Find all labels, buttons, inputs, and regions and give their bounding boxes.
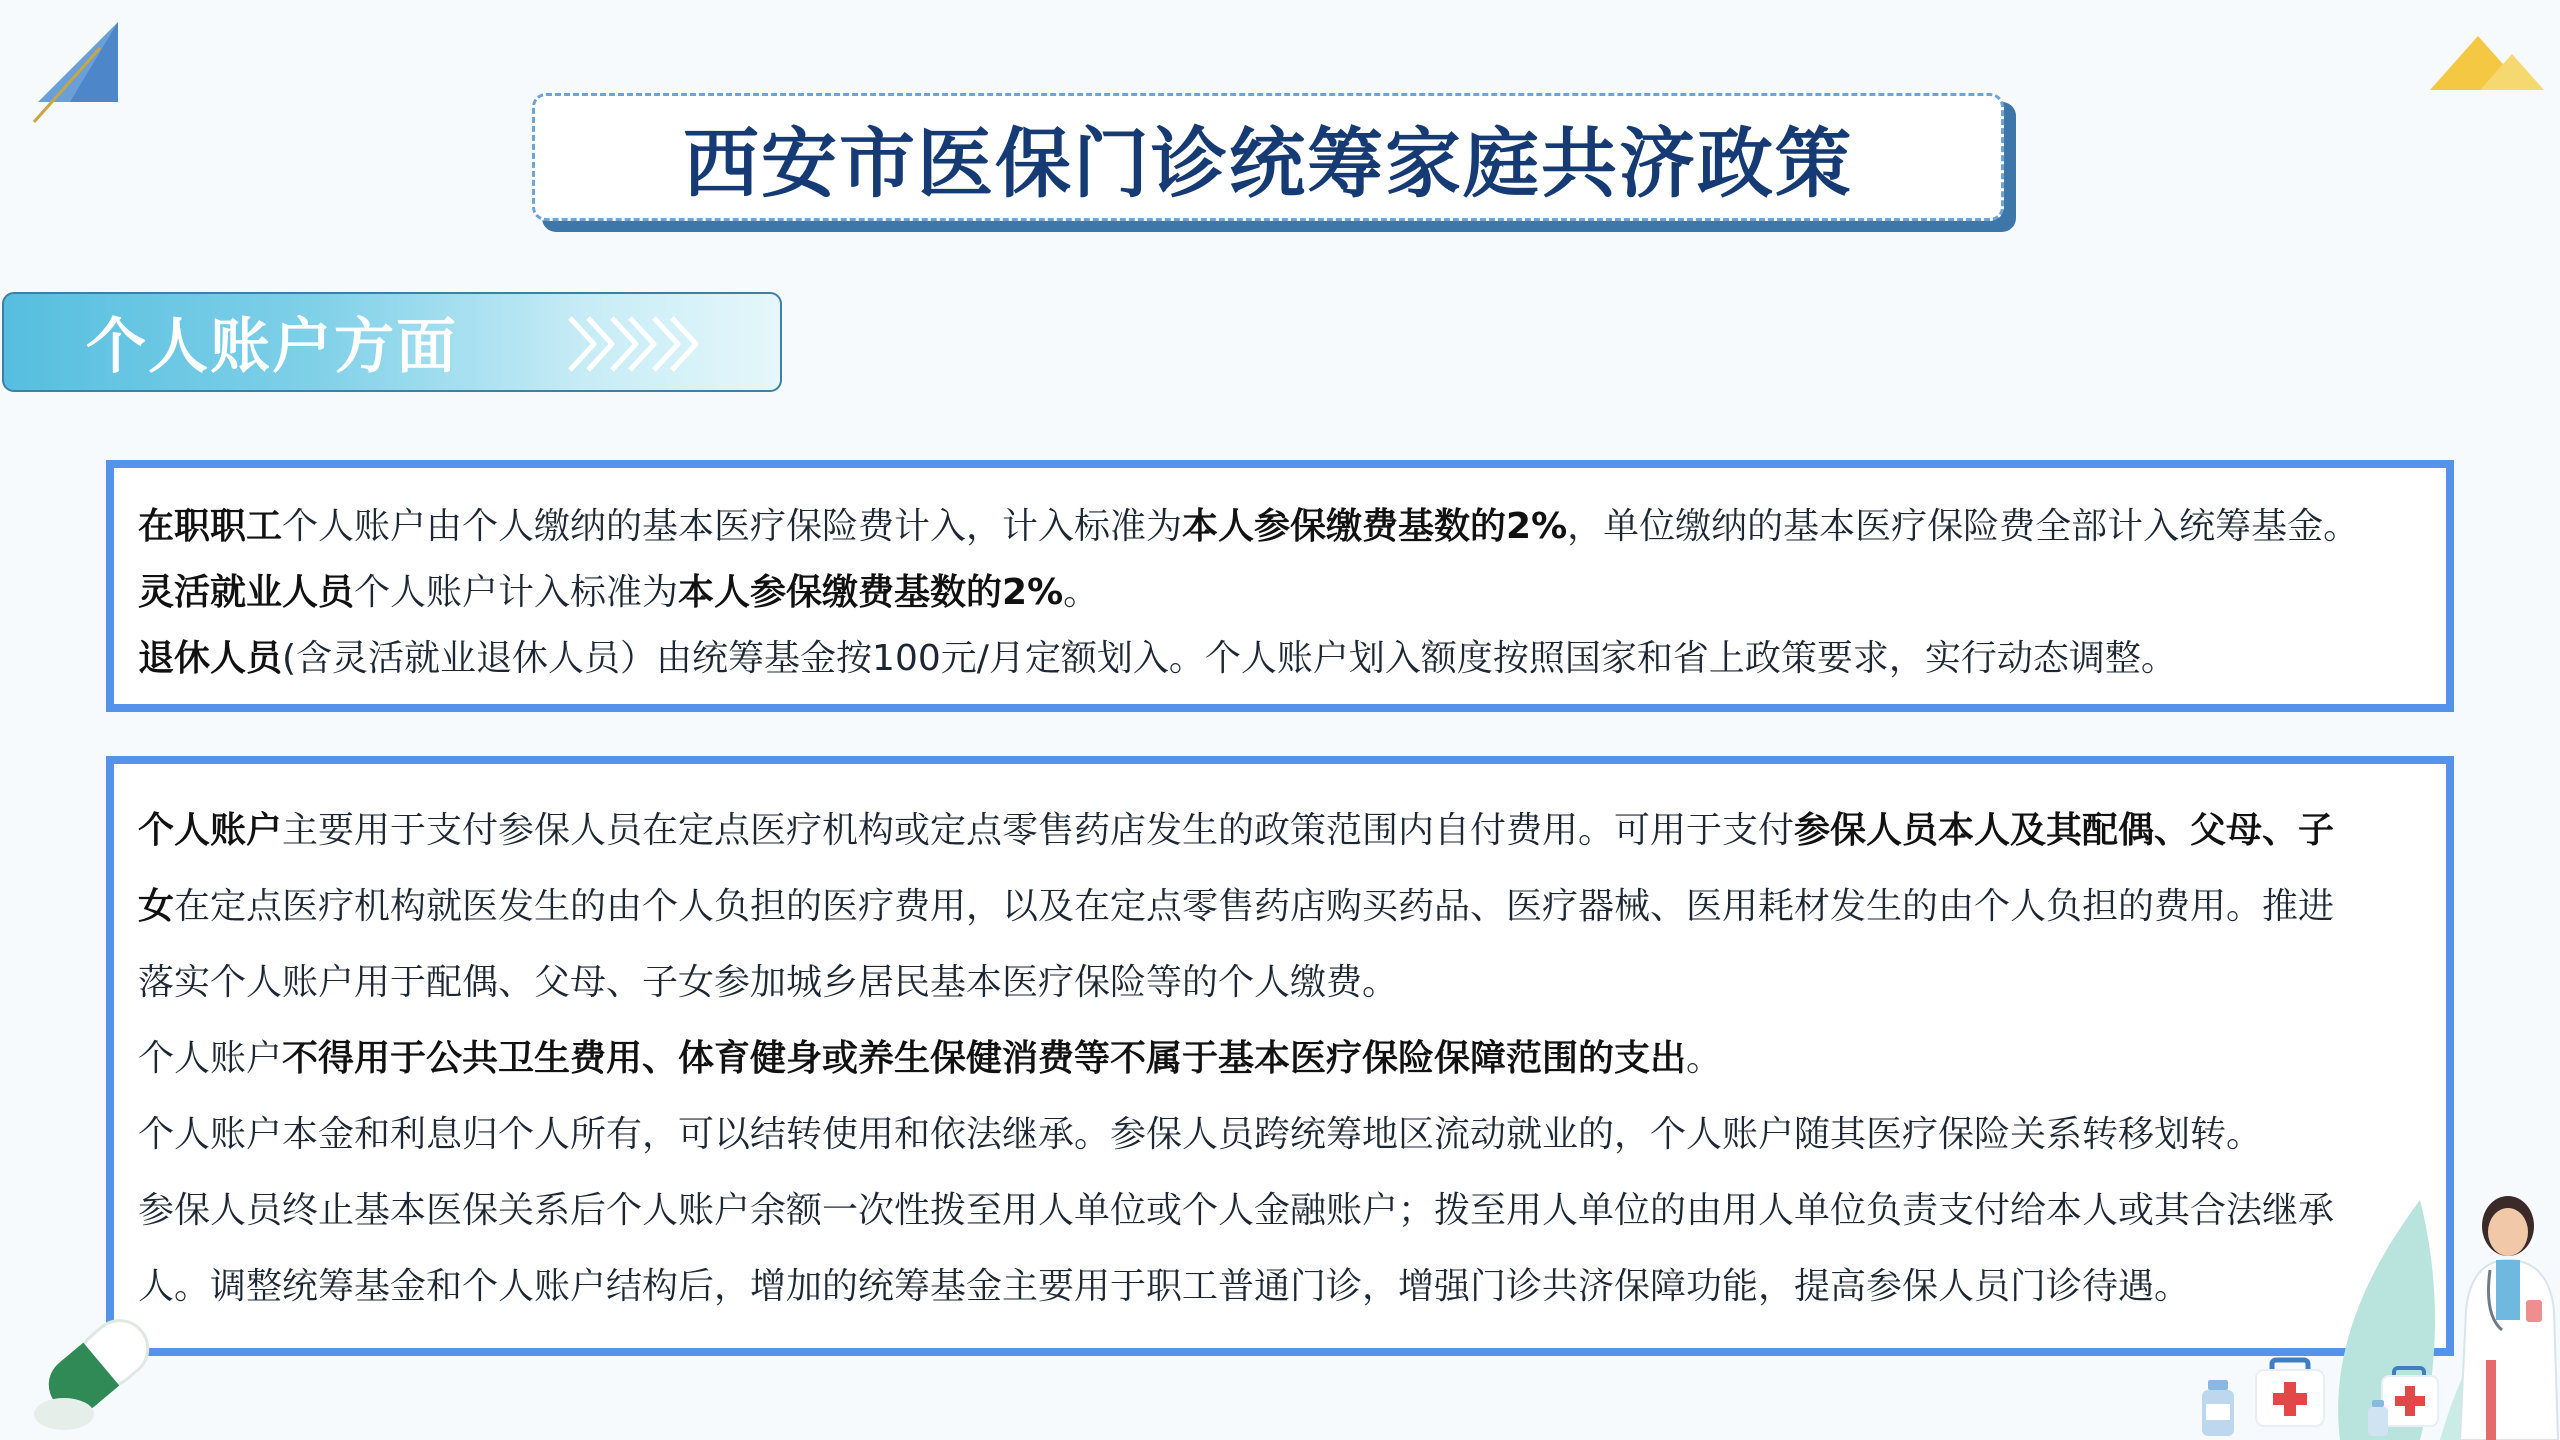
account-credit-box (106, 460, 2454, 712)
paragraph-retirees (138, 630, 2177, 681)
paragraph-flexible (138, 564, 1099, 615)
pill-capsule-icon (24, 1296, 174, 1436)
account-usage-box (106, 756, 2454, 1356)
paragraph-employees (138, 498, 2359, 549)
bold-text: 灵活就业人员 (138, 572, 355, 613)
text: 。 (1063, 572, 1100, 613)
bold-text: 本人参保缴费基数的2% (1182, 506, 1568, 547)
bold-text: 本人参保缴费基数的2% (678, 572, 1064, 613)
paragraph-line (138, 878, 2334, 929)
medicine-bottle-icon (2364, 1398, 2392, 1438)
corner-triangle-icon (30, 18, 130, 128)
section-title: 个人账户方面 (86, 312, 458, 382)
bold-text: 参保人员本人及其配偶、父母、子 (1794, 810, 2335, 851)
chevron-arrows-icon (564, 312, 704, 376)
text: 个人账户由个人缴纳的基本医疗保险费计入，计入标准为 (282, 506, 1183, 547)
bold-text: 不得用于公共卫生费用、体育健身或养生保健消费等不属于基本医疗保险保障范围的支出 (282, 1038, 1687, 1079)
title-box (532, 93, 2004, 221)
text: 。 (1686, 1038, 1723, 1079)
mountain-icon (2420, 28, 2550, 98)
bold-text: 女 (138, 886, 175, 927)
paragraph-line (138, 1030, 1722, 1081)
text: 在定点医疗机构就医发生的由个人负担的医疗费用，以及在定点零售药店购买药品、医疗器械、医用耗材发生的由个人负担的费用。推进 (174, 886, 2335, 927)
paragraph-line (138, 1258, 2190, 1309)
text: 落实个人账户用于配偶、父母、子女参加城乡居民基本医疗保险等的个人缴费。 (138, 962, 1399, 1003)
text: (含灵活就业退休人员）由统筹基金按100元/月定额划入。个人账户划入额度按照国家和省上政策要求，实行动态调整。 (282, 638, 2177, 679)
medical-kit-icon (2250, 1352, 2330, 1432)
paragraph-line (138, 1182, 2334, 1233)
text: ，单位缴纳的基本医疗保险费全部计入统筹基金。 (1567, 506, 2360, 547)
page-title: 西安市医保门诊统筹家庭共济政策 (683, 118, 1853, 208)
bold-text: 个人账户 (138, 810, 283, 851)
section-header (2, 292, 782, 392)
medicine-bottle-icon (2196, 1378, 2240, 1438)
text: 个人账户 (138, 1038, 283, 1079)
text: 个人账户计入标准为 (354, 572, 679, 613)
paragraph-line (138, 954, 1398, 1005)
paragraph-line (138, 802, 2334, 853)
bold-text: 在职职工 (138, 506, 283, 547)
paragraph-line (138, 1106, 2262, 1157)
text: 主要用于支付参保人员在定点医疗机构或定点零售药店发生的政策范围内自付费用。可用于支付 (282, 810, 1795, 851)
text: 参保人员终止基本医保关系后个人账户余额一次性拨至用人单位或个人金融账户；拨至用人单位的由用人单位负责支付给本人或其合法继承 (138, 1190, 2335, 1231)
bold-text: 退休人员 (138, 638, 283, 679)
text: 人。调整统筹基金和个人账户结构后，增加的统筹基金主要用于职工普通门诊，增强门诊共济保障功能，提高参保人员门诊待遇。 (138, 1266, 2191, 1307)
text: 个人账户本金和利息归个人所有，可以结转使用和依法继承。参保人员跨统筹地区流动就业的，个人账户随其医疗保险关系转移划转。 (138, 1114, 2263, 1155)
